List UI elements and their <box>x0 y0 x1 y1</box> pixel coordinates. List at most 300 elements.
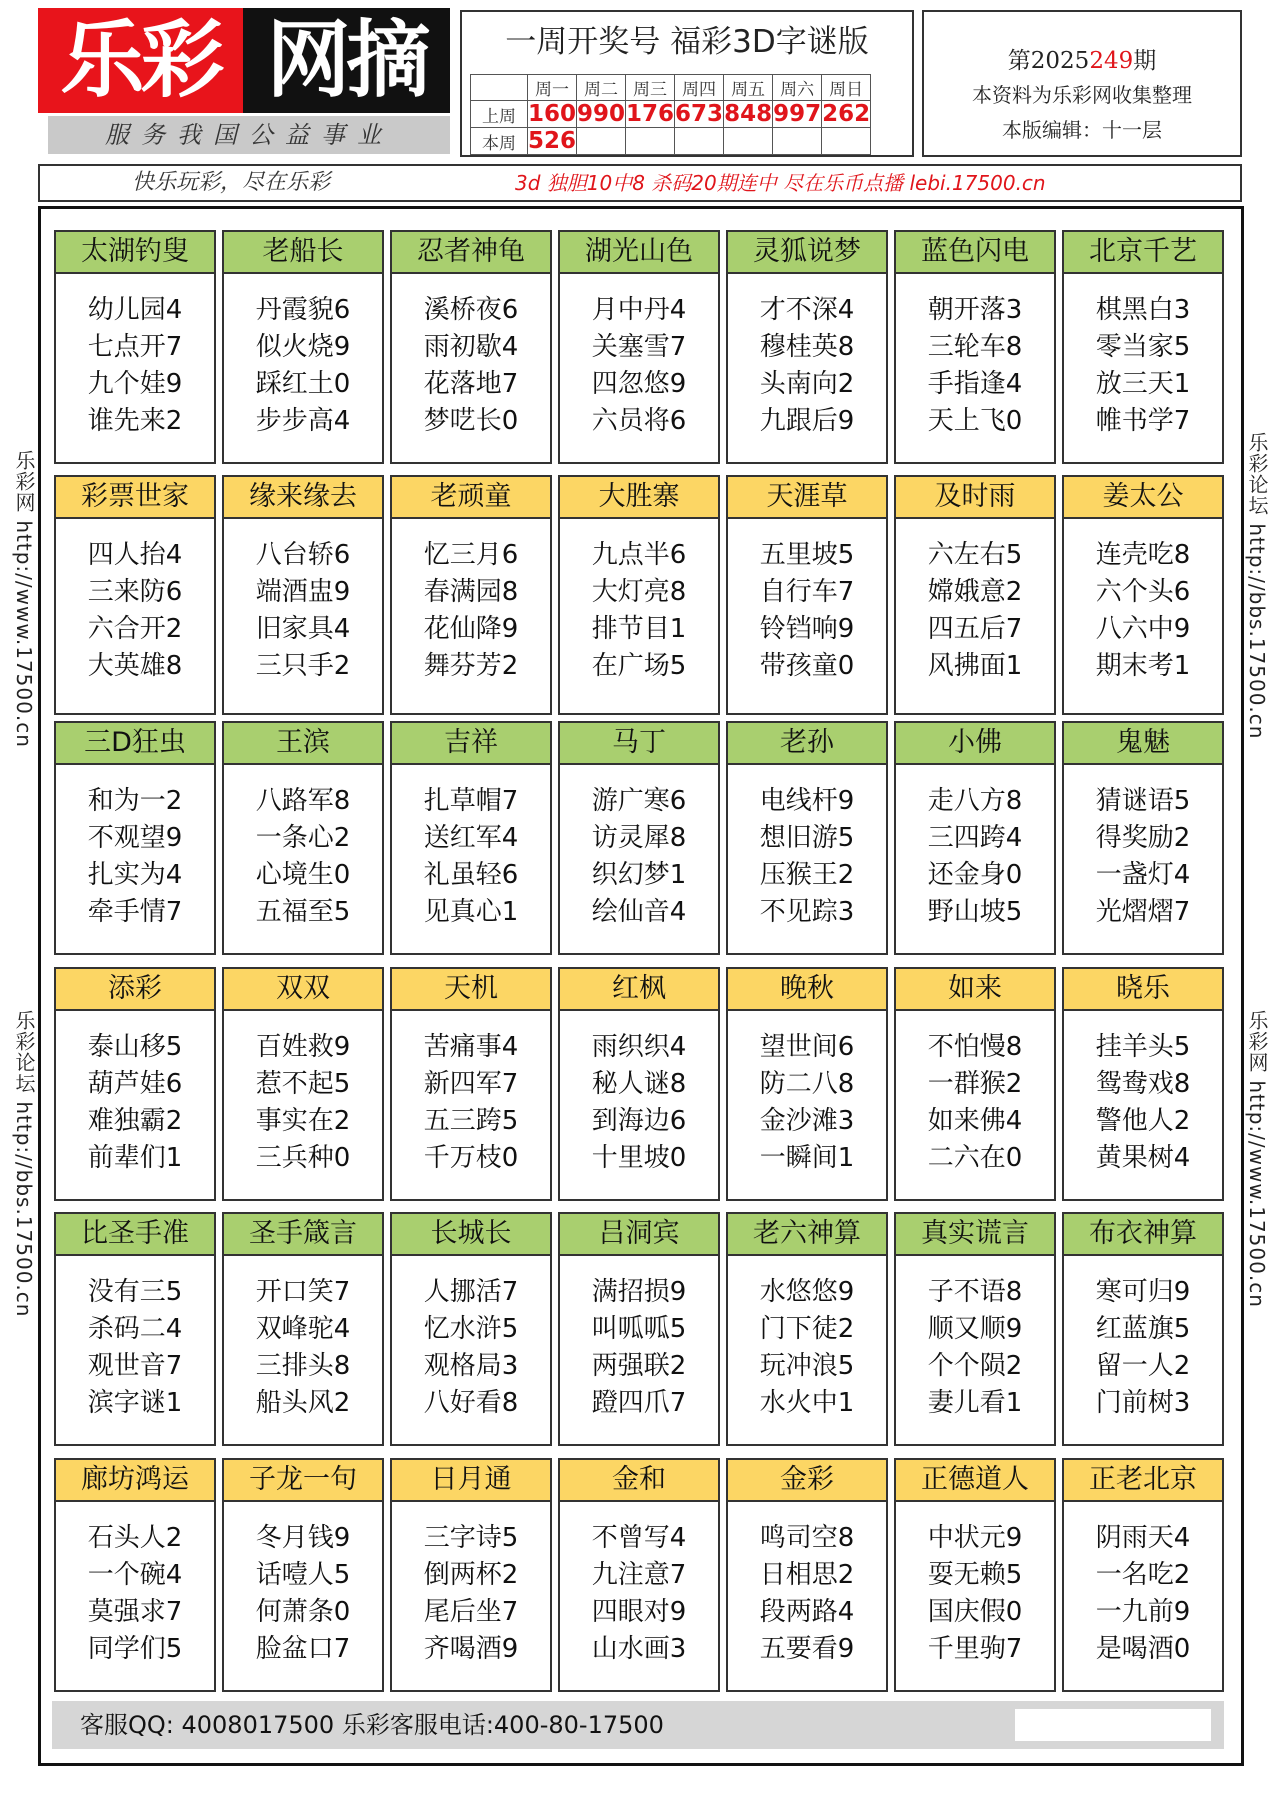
riddle-line: 到海边6 <box>591 1106 687 1136</box>
card-body <box>392 1256 550 1422</box>
riddle-line: 丹霞貌6 <box>255 295 351 325</box>
riddle-line: 得奖励2 <box>1095 823 1191 853</box>
riddle-card <box>558 1458 720 1692</box>
card-body <box>896 765 1054 931</box>
riddle-line: 千万枝0 <box>423 1143 519 1173</box>
riddle-line: 梦呓长0 <box>423 406 519 436</box>
riddle-card <box>1062 1458 1224 1692</box>
riddle-line: 朝开落3 <box>927 295 1023 325</box>
card-body <box>56 519 214 685</box>
riddle-line: 开口笑7 <box>255 1277 351 1307</box>
card-author: 天机 <box>392 969 550 1011</box>
riddle-line: 葫芦娃6 <box>87 1069 183 1099</box>
riddle-line: 满招损9 <box>591 1277 687 1307</box>
card-author: 长城长 <box>392 1214 550 1256</box>
side-label-right-top: 乐彩论坛 http://bbs.17500.cn <box>1245 432 1269 740</box>
card-author: 真实谎言 <box>896 1214 1054 1256</box>
card-body <box>896 1011 1054 1177</box>
riddle-card <box>222 1458 384 1692</box>
riddle-line: 红蓝旗5 <box>1095 1314 1191 1344</box>
riddle-line: 头南向2 <box>759 369 855 399</box>
card-author: 及时雨 <box>896 477 1054 519</box>
draw-number <box>626 128 675 155</box>
riddle-line: 难独霸2 <box>87 1106 183 1136</box>
riddle-line: 帷书学7 <box>1095 406 1191 436</box>
footer-blank-box <box>1015 1709 1211 1741</box>
card-author: 天涯草 <box>728 477 886 519</box>
card-author: 晓乐 <box>1064 969 1222 1011</box>
weekday-row <box>471 75 871 101</box>
riddle-line: 一盏灯4 <box>1095 860 1191 890</box>
riddle-card <box>1062 475 1224 715</box>
riddle-line: 礼虽轻6 <box>423 860 519 890</box>
riddle-card <box>558 967 720 1201</box>
riddle-line: 百姓救9 <box>255 1032 351 1062</box>
card-body <box>392 765 550 931</box>
riddle-line: 八路军8 <box>255 786 351 816</box>
card-author: 王滨 <box>224 723 382 765</box>
riddle-line: 齐喝酒9 <box>423 1634 519 1664</box>
riddle-line: 是喝酒0 <box>1095 1634 1191 1664</box>
riddle-line: 春满园8 <box>423 577 519 607</box>
riddle-card <box>222 1212 384 1446</box>
riddle-line: 挂羊头5 <box>1095 1032 1191 1062</box>
riddle-card <box>54 1458 216 1692</box>
riddle-line: 泰山移5 <box>87 1032 183 1062</box>
riddle-card <box>894 1458 1056 1692</box>
card-body <box>896 1502 1054 1668</box>
card-body <box>560 1011 718 1177</box>
card-body <box>56 1011 214 1177</box>
riddle-line: 牵手情7 <box>87 897 183 927</box>
riddle-line: 脸盆口7 <box>255 1634 351 1664</box>
riddle-line: 冬月钱9 <box>255 1523 351 1553</box>
riddle-line: 人挪活7 <box>423 1277 519 1307</box>
riddle-line: 滨字谜1 <box>87 1388 183 1418</box>
riddle-line: 杀码二4 <box>87 1314 183 1344</box>
riddle-line: 两强联2 <box>591 1351 687 1381</box>
riddle-line: 日相思2 <box>759 1560 855 1590</box>
riddle-line: 连壳吃8 <box>1095 540 1191 570</box>
riddle-line: 防二八8 <box>759 1069 855 1099</box>
riddle-line: 莫强求7 <box>87 1597 183 1627</box>
riddle-line: 五三跨5 <box>423 1106 519 1136</box>
riddle-line: 子不语8 <box>927 1277 1023 1307</box>
card-body <box>728 519 886 685</box>
riddle-card <box>894 230 1056 464</box>
draw-table <box>470 74 871 155</box>
riddle-line: 期末考1 <box>1095 651 1191 681</box>
riddle-card <box>894 1212 1056 1446</box>
riddle-grid <box>38 206 1244 1766</box>
riddle-line: 三四跨4 <box>927 823 1023 853</box>
riddle-line: 新四军7 <box>423 1069 519 1099</box>
editor-note: 本版编辑：十一层 <box>1002 118 1162 142</box>
riddle-line: 一个碗4 <box>87 1560 183 1590</box>
card-author: 吉祥 <box>392 723 550 765</box>
card-author: 圣手箴言 <box>224 1214 382 1256</box>
card-author: 红枫 <box>560 969 718 1011</box>
draw-title: 一周开奖号 福彩3D字谜版 <box>505 24 869 60</box>
card-author: 姜太公 <box>1064 477 1222 519</box>
riddle-line: 步步高4 <box>255 406 351 436</box>
card-author: 灵狐说梦 <box>728 232 886 274</box>
logo-red-part: 乐彩 <box>38 8 243 113</box>
riddle-line: 织幻梦1 <box>591 860 687 890</box>
draw-number <box>675 128 724 155</box>
card-body <box>392 1011 550 1177</box>
riddle-line: 踩红土0 <box>255 369 351 399</box>
riddle-line: 铃铛响9 <box>759 614 855 644</box>
card-author: 吕洞宾 <box>560 1214 718 1256</box>
riddle-line: 不观望9 <box>87 823 183 853</box>
riddle-line: 心境生0 <box>255 860 351 890</box>
riddle-line: 六合开2 <box>87 614 183 644</box>
weekday-cell: 周六 <box>773 75 822 101</box>
riddle-line: 忆水浒5 <box>423 1314 519 1344</box>
riddle-line: 千里驹7 <box>927 1634 1023 1664</box>
riddle-line: 金沙滩3 <box>759 1106 855 1136</box>
riddle-line: 鸳鸯戏8 <box>1095 1069 1191 1099</box>
riddle-line: 事实在2 <box>255 1106 351 1136</box>
card-body <box>728 274 886 440</box>
riddle-line: 留一人2 <box>1095 1351 1191 1381</box>
riddle-card <box>726 230 888 464</box>
riddle-line: 在广场5 <box>591 651 687 681</box>
riddle-card <box>558 230 720 464</box>
card-author: 忍者神龟 <box>392 232 550 274</box>
riddle-line: 三字诗5 <box>423 1523 519 1553</box>
riddle-line: 三兵种0 <box>255 1143 351 1173</box>
card-body <box>728 1256 886 1422</box>
draw-number: 990 <box>577 101 626 127</box>
card-body <box>1064 1011 1222 1177</box>
card-author: 缘来缘去 <box>224 477 382 519</box>
riddle-line: 谁先来2 <box>87 406 183 436</box>
riddle-line: 不怕慢8 <box>927 1032 1023 1062</box>
card-author: 正老北京 <box>1064 1460 1222 1502</box>
card-body <box>728 1011 886 1177</box>
riddle-line: 观世音7 <box>87 1351 183 1381</box>
card-author: 北京千艺 <box>1064 232 1222 274</box>
riddle-card <box>558 1212 720 1446</box>
riddle-line: 雨织织4 <box>591 1032 687 1062</box>
weekday-cell: 周一 <box>528 75 577 101</box>
riddle-line: 光熠熠7 <box>1095 897 1191 927</box>
card-body <box>1064 1256 1222 1422</box>
card-body <box>560 765 718 931</box>
card-body <box>224 1256 382 1422</box>
card-author: 老船长 <box>224 232 382 274</box>
riddle-line: 十里坡0 <box>591 1143 687 1173</box>
riddle-line: 一九前9 <box>1095 1597 1191 1627</box>
riddle-line: 见真心1 <box>423 897 519 927</box>
riddle-card <box>1062 1212 1224 1446</box>
card-body <box>224 1011 382 1177</box>
riddle-line: 四眼对9 <box>591 1597 687 1627</box>
riddle-line: 似火烧9 <box>255 332 351 362</box>
card-author: 三D狂虫 <box>56 723 214 765</box>
riddle-line: 风拂面1 <box>927 651 1023 681</box>
card-body <box>560 519 718 685</box>
riddle-line: 寒可归9 <box>1095 1277 1191 1307</box>
riddle-line: 月中丹4 <box>591 295 687 325</box>
riddle-card <box>222 230 384 464</box>
card-author: 小佛 <box>896 723 1054 765</box>
riddle-line: 石头人2 <box>87 1523 183 1553</box>
side-label-right-bottom: 乐彩网 http://www.17500.cn <box>1245 1010 1269 1308</box>
riddle-line: 自行车7 <box>759 577 855 607</box>
riddle-line: 山水画3 <box>591 1634 687 1664</box>
riddle-card <box>558 475 720 715</box>
card-author: 布衣神算 <box>1064 1214 1222 1256</box>
riddle-line: 一条心2 <box>255 823 351 853</box>
card-body <box>1064 1502 1222 1668</box>
draw-number: 262 <box>822 101 871 127</box>
card-body <box>1064 765 1222 931</box>
riddle-line: 四人抬4 <box>87 540 183 570</box>
riddle-card <box>54 230 216 464</box>
riddle-line: 倒两杯2 <box>423 1560 519 1590</box>
card-body <box>56 1256 214 1422</box>
card-author: 双双 <box>224 969 382 1011</box>
riddle-line: 野山坡5 <box>927 897 1023 927</box>
card-body <box>560 274 718 440</box>
card-body <box>896 519 1054 685</box>
riddle-line: 雨初歇4 <box>423 332 519 362</box>
weekday-cell: 周四 <box>675 75 724 101</box>
riddle-card <box>1062 967 1224 1201</box>
riddle-line: 四五后7 <box>927 614 1023 644</box>
card-body <box>56 274 214 440</box>
logo-black-part: 网摘 <box>243 8 450 113</box>
card-author: 正德道人 <box>896 1460 1054 1502</box>
card-body <box>1064 519 1222 685</box>
riddle-line: 六个头6 <box>1095 577 1191 607</box>
riddle-line: 忆三月6 <box>423 540 519 570</box>
riddle-line: 如来佛4 <box>927 1106 1023 1136</box>
this-week-label: 本周 <box>471 128 528 155</box>
last-week-row <box>471 101 871 128</box>
riddle-card <box>894 475 1056 715</box>
riddle-card <box>726 1458 888 1692</box>
riddle-line: 九点半6 <box>591 540 687 570</box>
card-body <box>224 765 382 931</box>
weekday-cell: 周五 <box>724 75 773 101</box>
riddle-line: 三排头8 <box>255 1351 351 1381</box>
riddle-line: 九注意7 <box>591 1560 687 1590</box>
riddle-line: 叫呱呱5 <box>591 1314 687 1344</box>
slogan: 服务我国公益事业 <box>48 116 450 154</box>
riddle-card <box>390 1458 552 1692</box>
riddle-line: 二六在0 <box>927 1143 1023 1173</box>
riddle-line: 耍无赖5 <box>927 1560 1023 1590</box>
riddle-line: 五要看9 <box>759 1634 855 1664</box>
weekday-cell: 周日 <box>822 75 871 101</box>
riddle-line: 门下徒2 <box>759 1314 855 1344</box>
card-author: 金和 <box>560 1460 718 1502</box>
card-author: 老六神算 <box>728 1214 886 1256</box>
riddle-line: 扎实为4 <box>87 860 183 890</box>
riddle-line: 话噎人5 <box>255 1560 351 1590</box>
riddle-line: 不见踪3 <box>759 897 855 927</box>
riddle-line: 带孩童0 <box>759 651 855 681</box>
card-author: 大胜寨 <box>560 477 718 519</box>
card-author: 湖光山色 <box>560 232 718 274</box>
riddle-line: 八好看8 <box>423 1388 519 1418</box>
riddle-line: 游广寒6 <box>591 786 687 816</box>
card-author: 太湖钓叟 <box>56 232 214 274</box>
riddle-line: 九个娃9 <box>87 369 183 399</box>
riddle-line: 段两路4 <box>759 1597 855 1627</box>
riddle-line: 电线杆9 <box>759 786 855 816</box>
card-author: 子龙一句 <box>224 1460 382 1502</box>
card-body <box>392 519 550 685</box>
card-body <box>896 1256 1054 1422</box>
riddle-card <box>390 967 552 1201</box>
riddle-line: 八台轿6 <box>255 540 351 570</box>
card-body <box>224 1502 382 1668</box>
draw-number: 160 <box>528 101 577 127</box>
riddle-card <box>390 1212 552 1446</box>
card-author: 添彩 <box>56 969 214 1011</box>
riddle-line: 黄果树4 <box>1095 1143 1191 1173</box>
riddle-line: 绘仙音4 <box>591 897 687 927</box>
riddle-line: 九跟后9 <box>759 406 855 436</box>
card-author: 彩票世家 <box>56 477 214 519</box>
riddle-line: 惹不起5 <box>255 1069 351 1099</box>
riddle-line: 端酒盅9 <box>255 577 351 607</box>
banner-slogan: 快乐玩彩，尽在乐彩 <box>132 170 331 195</box>
riddle-line: 顺又顺9 <box>927 1314 1023 1344</box>
card-author: 比圣手准 <box>56 1214 214 1256</box>
draw-number: 997 <box>773 101 822 127</box>
card-body <box>728 765 886 931</box>
riddle-line: 水悠悠9 <box>759 1277 855 1307</box>
riddle-line: 三轮车8 <box>927 332 1023 362</box>
weekday-cell: 周二 <box>577 75 626 101</box>
riddle-line: 双峰驼4 <box>255 1314 351 1344</box>
card-body <box>392 1502 550 1668</box>
riddle-line: 天上飞0 <box>927 406 1023 436</box>
riddle-line: 放三天1 <box>1095 369 1191 399</box>
weekly-draw-panel <box>460 10 914 157</box>
riddle-line: 蹬四爪7 <box>591 1388 687 1418</box>
promo-banner <box>38 164 1242 202</box>
riddle-line: 六员将6 <box>591 406 687 436</box>
riddle-line: 嫦娥意2 <box>927 577 1023 607</box>
riddle-line: 猜谜语5 <box>1095 786 1191 816</box>
riddle-line: 警他人2 <box>1095 1106 1191 1136</box>
riddle-card <box>726 721 888 955</box>
riddle-line: 鸣司空8 <box>759 1523 855 1553</box>
riddle-line: 零当家5 <box>1095 332 1191 362</box>
draw-number <box>822 128 871 155</box>
riddle-line: 没有三5 <box>87 1277 183 1307</box>
draw-number: 176 <box>626 101 675 127</box>
source-note: 本资料为乐彩网收集整理 <box>972 83 1192 107</box>
riddle-line: 尾后坐7 <box>423 1597 519 1627</box>
riddle-line: 舞芬芳2 <box>423 651 519 681</box>
riddle-line: 不曾写4 <box>591 1523 687 1553</box>
riddle-line: 秘人谜8 <box>591 1069 687 1099</box>
riddle-line: 穆桂英8 <box>759 332 855 362</box>
draw-number: 673 <box>675 101 724 127</box>
riddle-card <box>54 475 216 715</box>
card-author: 马丁 <box>560 723 718 765</box>
site-logo <box>38 8 450 113</box>
riddle-line: 玩冲浪5 <box>759 1351 855 1381</box>
draw-number: 526 <box>528 128 577 154</box>
riddle-line: 船头风2 <box>255 1388 351 1418</box>
card-author: 蓝色闪电 <box>896 232 1054 274</box>
riddle-line: 五里坡5 <box>759 540 855 570</box>
riddle-card <box>54 967 216 1201</box>
card-body <box>560 1502 718 1668</box>
riddle-line: 溪桥夜6 <box>423 295 519 325</box>
riddle-line: 才不深4 <box>759 295 855 325</box>
card-author: 廊坊鸿运 <box>56 1460 214 1502</box>
riddle-card <box>1062 721 1224 955</box>
riddle-line: 花落地7 <box>423 369 519 399</box>
riddle-line: 送红军4 <box>423 823 519 853</box>
card-body <box>56 765 214 931</box>
card-author: 日月通 <box>392 1460 550 1502</box>
riddle-line: 前辈们1 <box>87 1143 183 1173</box>
riddle-line: 中状元9 <box>927 1523 1023 1553</box>
riddle-line: 压猴王2 <box>759 860 855 890</box>
draw-number <box>724 128 773 155</box>
banner-promo-link[interactable]: 3d 独胆10中8 杀码20期连中 尽在乐币点播 lebi.17500.cn <box>515 171 1046 195</box>
riddle-line: 大灯亮8 <box>591 577 687 607</box>
riddle-line: 阴雨天4 <box>1095 1523 1191 1553</box>
riddle-line: 一瞬间1 <box>759 1143 855 1173</box>
riddle-line: 想旧游5 <box>759 823 855 853</box>
riddle-line: 五福至5 <box>255 897 351 927</box>
last-week-label: 上周 <box>471 101 528 128</box>
riddle-line: 还金身0 <box>927 860 1023 890</box>
card-author: 老孙 <box>728 723 886 765</box>
riddle-card <box>390 721 552 955</box>
riddle-line: 六左右5 <box>927 540 1023 570</box>
this-week-row <box>471 128 871 155</box>
riddle-line: 国庆假0 <box>927 1597 1023 1627</box>
riddle-card <box>726 1212 888 1446</box>
card-body <box>728 1502 886 1668</box>
riddle-line: 八六中9 <box>1095 614 1191 644</box>
weekday-cell: 周三 <box>626 75 675 101</box>
riddle-line: 排节目1 <box>591 614 687 644</box>
card-author: 晚秋 <box>728 969 886 1011</box>
riddle-card <box>558 721 720 955</box>
issue-panel <box>922 10 1242 157</box>
riddle-line: 何萧条0 <box>255 1597 351 1627</box>
draw-number: 848 <box>724 101 773 127</box>
card-body <box>560 1256 718 1422</box>
riddle-card <box>54 1212 216 1446</box>
riddle-card <box>222 967 384 1201</box>
footer-bar <box>52 1701 1224 1749</box>
riddle-card <box>894 967 1056 1201</box>
riddle-line: 妻儿看1 <box>927 1388 1023 1418</box>
riddle-line: 一名吃2 <box>1095 1560 1191 1590</box>
riddle-card <box>222 721 384 955</box>
card-author: 如来 <box>896 969 1054 1011</box>
riddle-card <box>894 721 1056 955</box>
riddle-line: 七点开7 <box>87 332 183 362</box>
issue-number: 第2025249期 <box>1007 48 1157 74</box>
draw-number <box>773 128 822 155</box>
